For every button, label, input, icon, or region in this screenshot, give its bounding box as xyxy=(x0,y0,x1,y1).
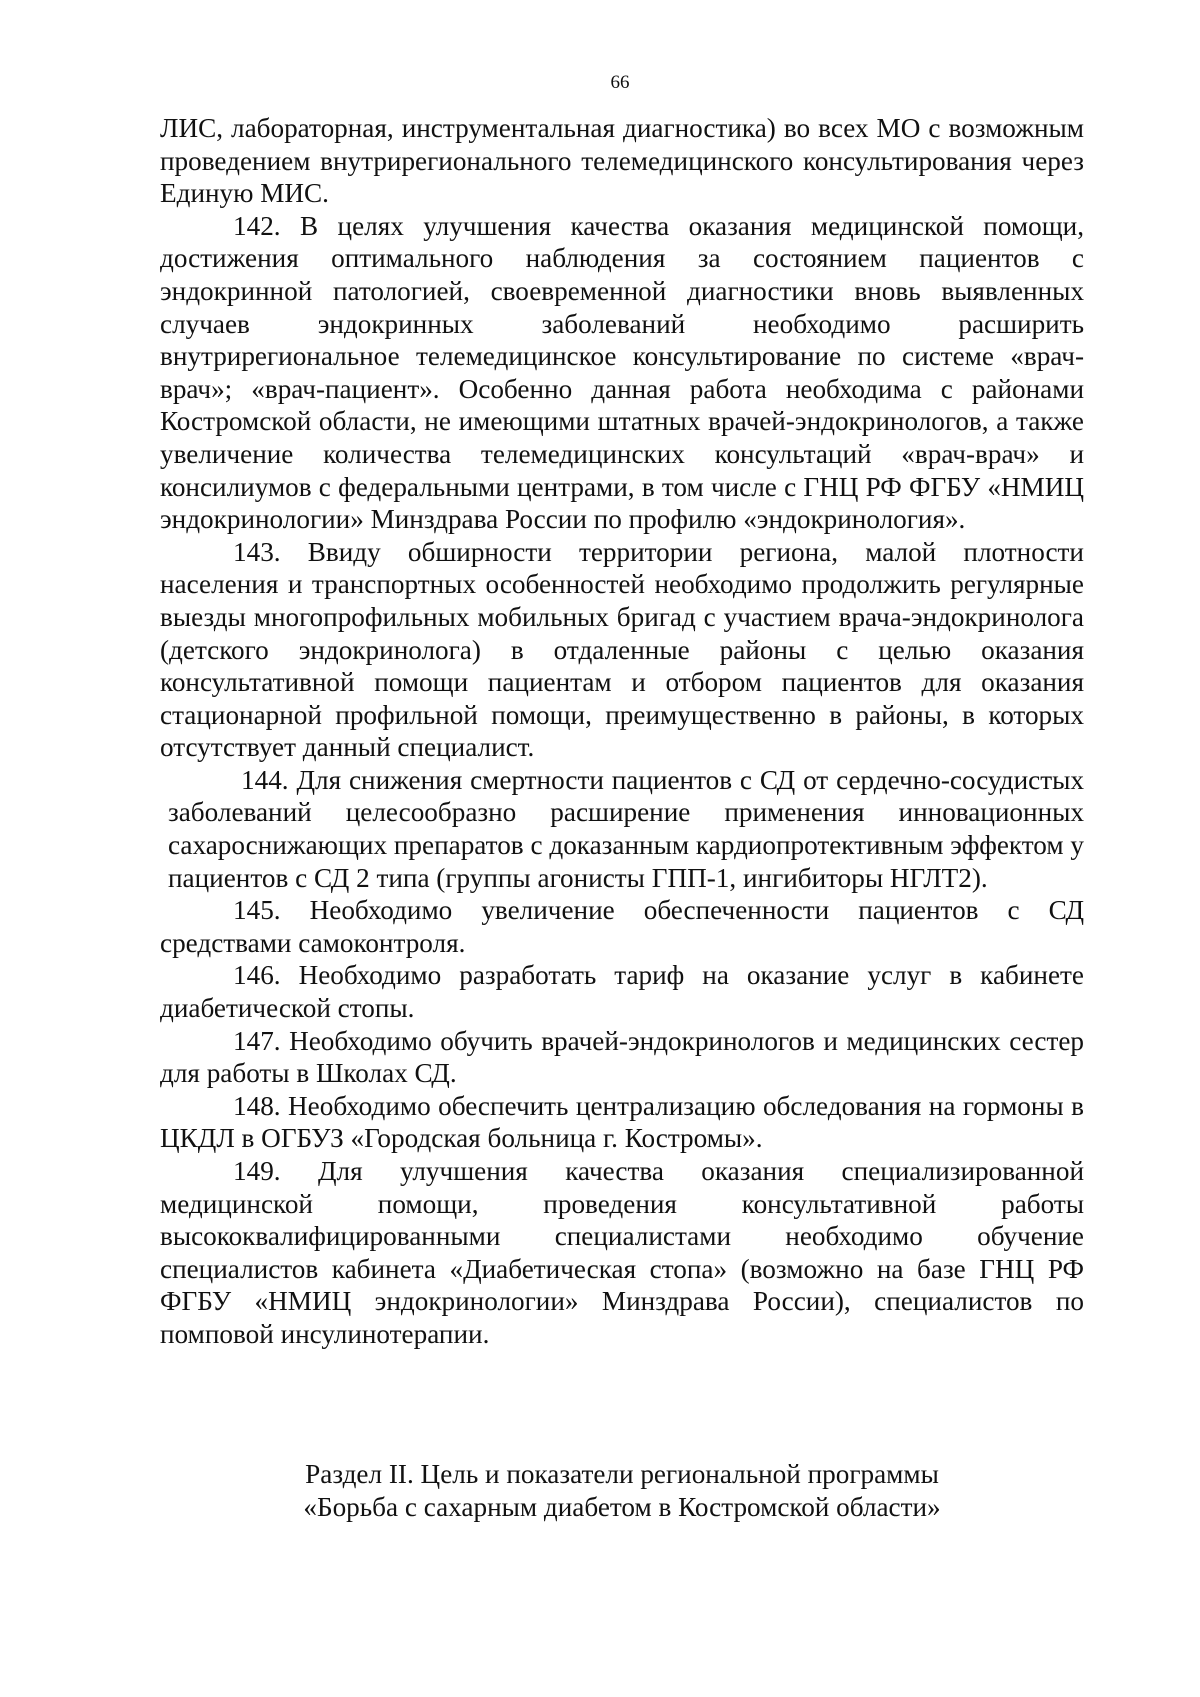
page-number: 66 xyxy=(610,72,630,93)
section-heading-line-1: Раздел II. Цель и показатели региональной программы xyxy=(305,1459,939,1489)
paragraph-143: 143. Ввиду обширности территории региона, малой плотности населения и транспортных особенностей необходимо продолжить регулярные выезды многопрофильных мобильных бригад с участием врача-эндокринолога (детского эндокринолога) в отдаленные районы с целью оказания консультативной помощи пациентам и отбором пациентов для оказания стационарной профильной помощи, преимущественно в районы, в которых отсутствует данный специалист. xyxy=(160,536,1084,763)
paragraph-144: 144. Для снижения смертности пациентов с СД от сердечно-сосудистых заболеваний целесообразно расширение применения инновационных сахароснижающих препаратов с доказанным кардиопротективным эффектом у пациентов с СД 2 типа (группы агонисты ГПП-1, ингибиторы НГЛТ2). xyxy=(168,764,1084,893)
section-heading xyxy=(160,1458,1084,1524)
section-heading-line-2: «Борьба с сахарным диабетом в Костромской области» xyxy=(303,1492,941,1522)
body-text xyxy=(160,112,1084,1351)
paragraph-142: 142. В целях улучшения качества оказания медицинской помощи, достижения оптимального наблюдения за состоянием пациентов с эндокринной патологией, своевременной диагностики вновь выявленных случаев эндокринных заболеваний необходимо расширить внутрирегиональное телемедицинское консультирование по системе «врач-врач»; «врач-пациент». Особенно данная работа необходима с районами Костромской области, не имеющими штатных врачей-эндокринологов, а также увеличение количества телемедицинских консультаций «врач-врач» и консилиумов с федеральными центрами, в том числе с ГНЦ РФ ФГБУ «НМИЦ эндокринологии» Минздрава России по профилю «эндокринология». xyxy=(160,210,1084,535)
paragraph-145: 145. Необходимо увеличение обеспеченности пациентов с СД средствами самоконтроля. xyxy=(160,895,1084,958)
paragraph-continuation: ЛИС, лабораторная, инструментальная диагностика) во всех МО с возможным проведением внутрирегионального телемедицинского консультирования через Единую МИС. xyxy=(160,113,1084,209)
paragraph-148: 148. Необходимо обеспечить централизацию обследования на гормоны в ЦКДЛ в ОГБУЗ «Городская больница г. Костромы». xyxy=(160,1090,1084,1154)
paragraph-149: 149. Для улучшения качества оказания специализированной медицинской помощи, проведения консультативной работы высококвалифицированными специалистами необходимо обучение специалистов кабинета «Диабетическая стопа» (возможно на базе ГНЦ РФ ФГБУ «НМИЦ эндокринологии» Минздрава России), специалистов по помповой инсулинотерапии. xyxy=(160,1156,1084,1349)
paragraph-147: 147. Необходимо обучить врачей-эндокринологов и медицинских сестер для работы в Школах СД. xyxy=(160,1025,1084,1089)
paragraph-146: 146. Необходимо разработать тариф на оказание услуг в кабинете диабетической стопы. xyxy=(160,960,1084,1024)
